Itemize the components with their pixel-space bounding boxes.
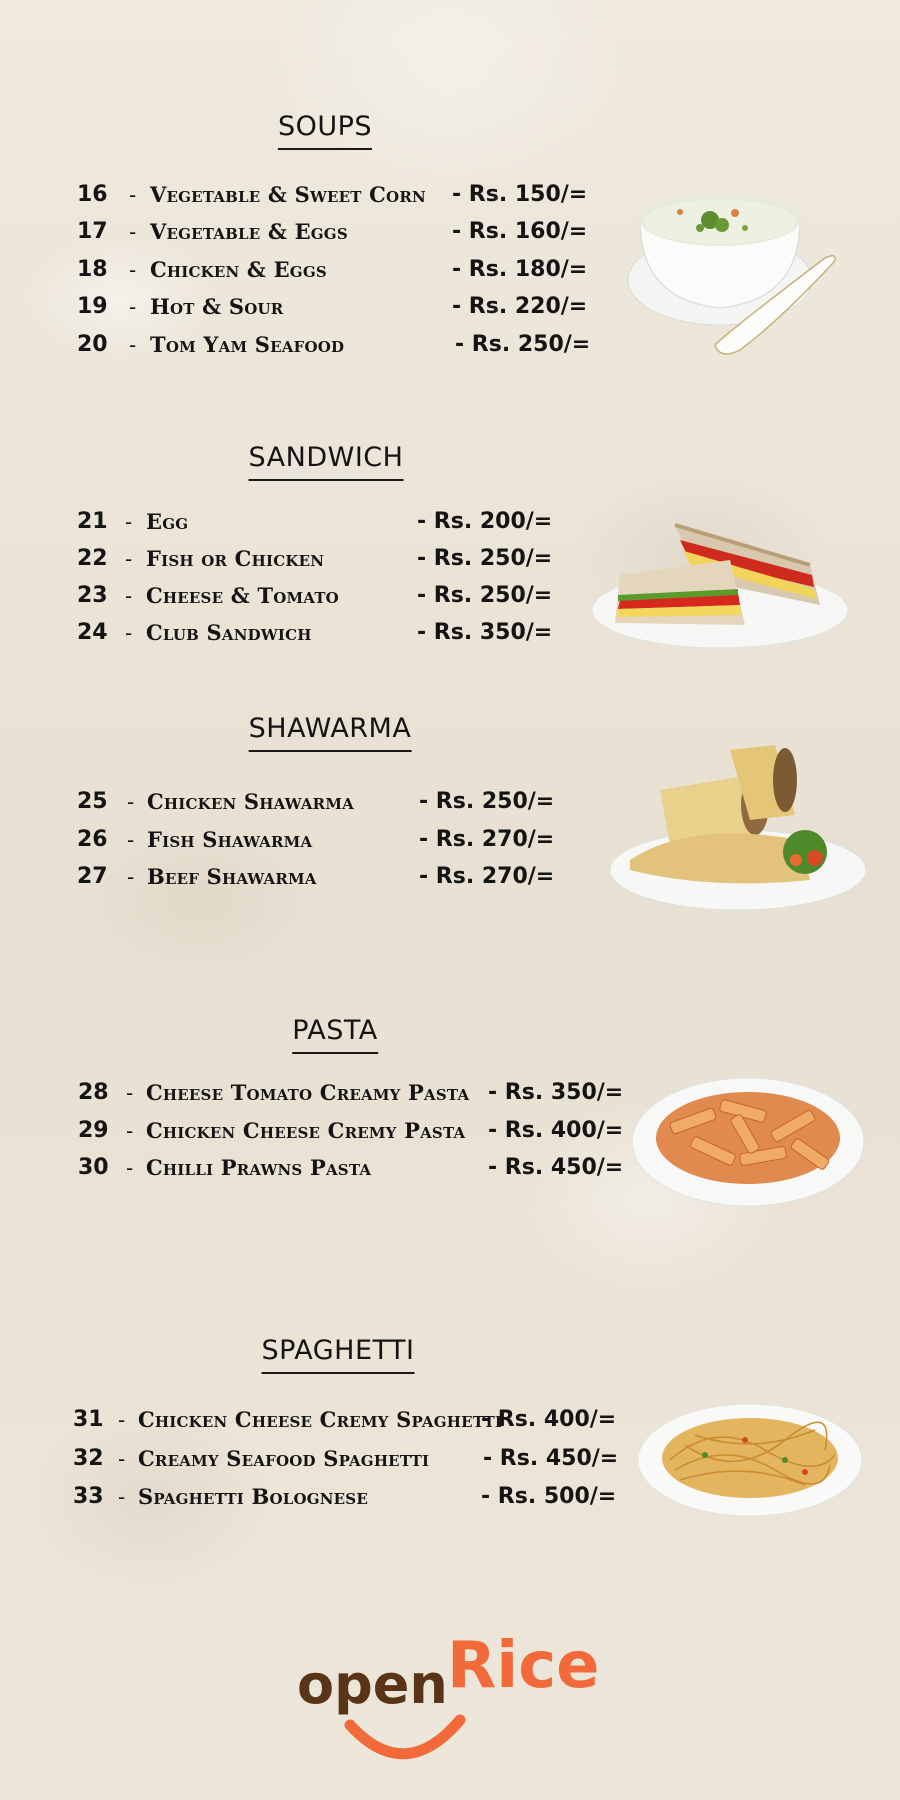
menu-item — [77, 217, 597, 247]
menu-item — [77, 825, 557, 855]
separator: - — [125, 584, 133, 608]
item-number: 27 — [77, 864, 108, 889]
menu-item — [73, 1482, 633, 1512]
item-name: Vegetable & Eggs — [150, 219, 348, 244]
section-heading-sandwich: SANDWICH — [249, 443, 404, 481]
menu-item — [77, 544, 557, 574]
item-number: 21 — [77, 509, 108, 534]
item-name: Chilli Prawns Pasta — [146, 1155, 372, 1180]
item-number: 19 — [77, 294, 108, 319]
item-price: - Rs. 500/= — [481, 1484, 617, 1509]
item-name: Chicken Cheese Cremy Spaghetti — [138, 1407, 503, 1432]
item-name: Cheese Tomato Creamy Pasta — [146, 1080, 470, 1105]
menu-item — [77, 862, 557, 892]
menu-item — [77, 255, 597, 285]
section-heading-pasta: PASTA — [292, 1016, 378, 1054]
logo-text-rice: Rice — [447, 1629, 600, 1703]
separator: - — [129, 220, 137, 244]
item-price: - Rs. 450/= — [488, 1155, 624, 1180]
separator: - — [129, 258, 137, 282]
item-name: Cheese & Tomato — [146, 583, 339, 608]
item-name: Chicken Shawarma — [147, 789, 354, 814]
smile-arc-icon — [350, 1720, 460, 1754]
menu-item — [78, 1153, 638, 1183]
item-price: - Rs. 150/= — [452, 182, 588, 207]
item-number: 23 — [77, 583, 108, 608]
item-name: Hot & Sour — [150, 294, 284, 319]
separator: - — [126, 1119, 134, 1143]
item-price: - Rs. 220/= — [452, 294, 588, 319]
item-number: 24 — [77, 620, 108, 645]
item-name: Creamy Seafood Spaghetti — [138, 1446, 430, 1471]
menu-item — [73, 1444, 633, 1474]
separator: - — [118, 1408, 126, 1432]
item-name: Fish Shawarma — [147, 827, 313, 852]
menu-item — [77, 581, 557, 611]
spaghetti-plate-image — [635, 1400, 865, 1520]
separator: - — [127, 828, 135, 852]
menu-item — [78, 1078, 638, 1108]
menu-item — [77, 507, 557, 537]
item-price: - Rs. 250/= — [417, 546, 553, 571]
soup-bowl-image — [620, 180, 850, 360]
item-name: Chicken & Eggs — [150, 257, 327, 282]
menu-item — [77, 292, 597, 322]
item-price: - Rs. 400/= — [481, 1407, 617, 1432]
section-heading-shawarma: SHAWARMA — [249, 714, 412, 752]
separator: - — [118, 1485, 126, 1509]
item-number: 18 — [77, 257, 108, 282]
separator: - — [125, 547, 133, 571]
menu-item — [77, 330, 597, 360]
menu-item — [77, 787, 557, 817]
shawarma-wrap-image — [600, 740, 870, 920]
item-number: 33 — [73, 1484, 104, 1509]
section-heading-soups: SOUPS — [278, 112, 372, 150]
separator: - — [129, 183, 137, 207]
item-price: - Rs. 250/= — [417, 583, 553, 608]
item-price: - Rs. 250/= — [419, 789, 555, 814]
item-number: 25 — [77, 789, 108, 814]
menu-item — [77, 618, 557, 648]
penne-pasta-image — [630, 1070, 870, 1210]
item-name: Fish or Chicken — [146, 546, 325, 571]
item-name: Egg — [146, 509, 189, 534]
item-price: - Rs. 450/= — [483, 1446, 619, 1471]
separator: - — [127, 790, 135, 814]
item-name: Club Sandwich — [146, 620, 312, 645]
separator: - — [129, 295, 137, 319]
menu-item — [78, 1116, 638, 1146]
item-number: 32 — [73, 1446, 104, 1471]
section-heading-spaghetti: SPAGHETTI — [262, 1336, 415, 1374]
item-price: - Rs. 160/= — [452, 219, 588, 244]
openrice-logo — [295, 1625, 635, 1765]
item-number: 16 — [77, 182, 108, 207]
item-price: - Rs. 180/= — [452, 257, 588, 282]
item-number: 30 — [78, 1155, 109, 1180]
sandwich-image — [580, 505, 850, 655]
item-number: 31 — [73, 1407, 104, 1432]
item-price: - Rs. 350/= — [488, 1080, 624, 1105]
separator: - — [126, 1081, 134, 1105]
separator: - — [126, 1156, 134, 1180]
item-price: - Rs. 270/= — [419, 827, 555, 852]
menu-item — [77, 180, 597, 210]
item-name: Chicken Cheese Cremy Pasta — [146, 1118, 466, 1143]
item-name: Tom Yam Seafood — [150, 332, 345, 357]
separator: - — [118, 1447, 126, 1471]
item-number: 20 — [77, 332, 108, 357]
separator: - — [125, 510, 133, 534]
separator: - — [125, 621, 133, 645]
item-price: - Rs. 200/= — [417, 509, 553, 534]
item-number: 29 — [78, 1118, 109, 1143]
item-number: 17 — [77, 219, 108, 244]
logo-text-open: open — [297, 1653, 448, 1716]
menu-item — [73, 1405, 633, 1435]
item-number: 22 — [77, 546, 108, 571]
item-price: - Rs. 250/= — [455, 332, 591, 357]
item-number: 26 — [77, 827, 108, 852]
item-name: Vegetable & Sweet Corn — [150, 182, 426, 207]
item-price: - Rs. 270/= — [419, 864, 555, 889]
separator: - — [129, 333, 137, 357]
item-price: - Rs. 350/= — [417, 620, 553, 645]
item-price: - Rs. 400/= — [488, 1118, 624, 1143]
item-number: 28 — [78, 1080, 109, 1105]
item-name: Spaghetti Bolognese — [138, 1484, 368, 1509]
separator: - — [127, 865, 135, 889]
item-name: Beef Shawarma — [147, 864, 317, 889]
